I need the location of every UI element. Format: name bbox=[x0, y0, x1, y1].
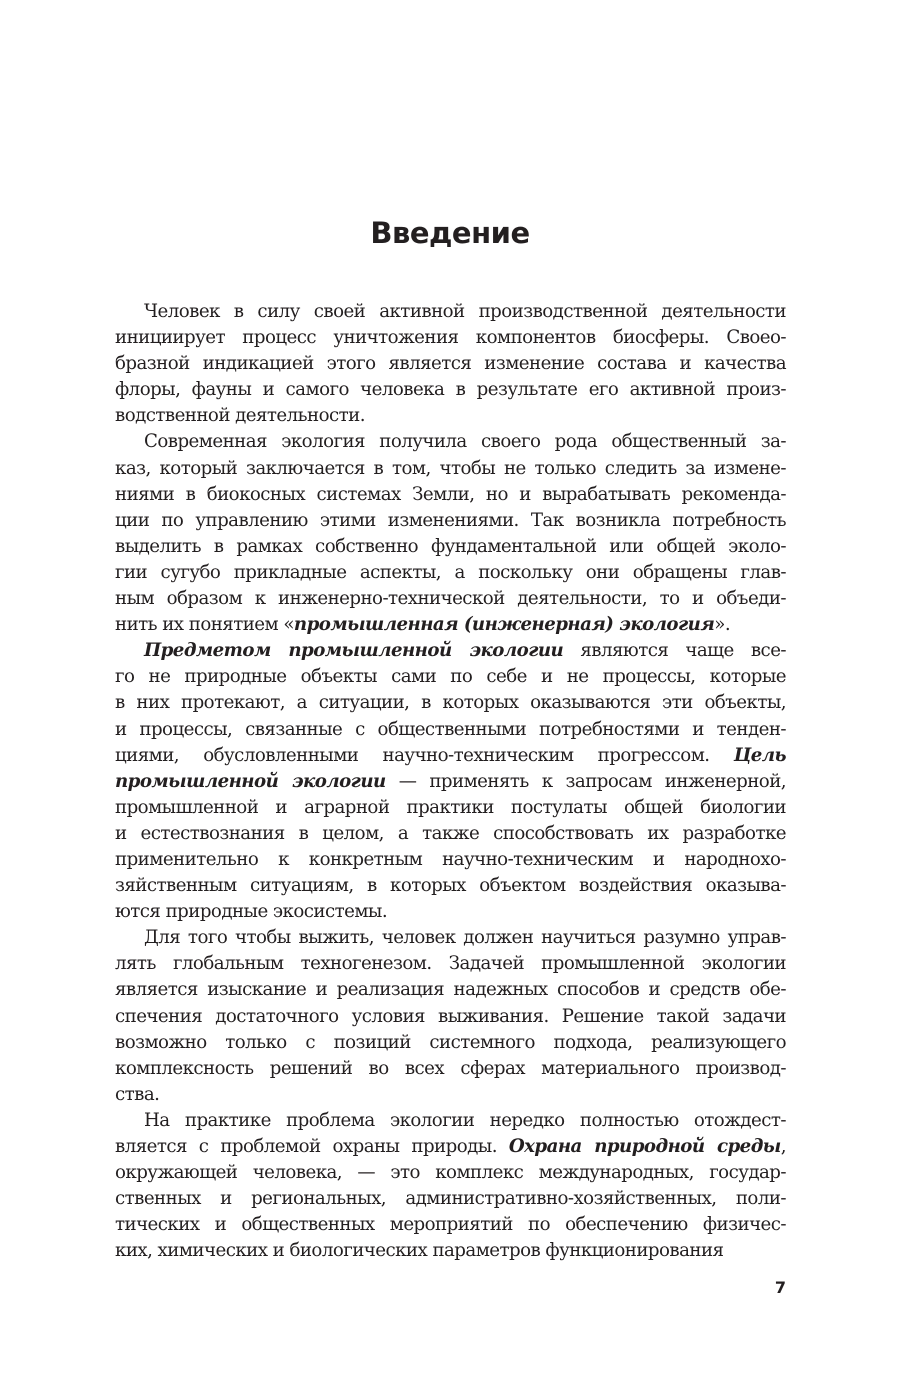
text-line bbox=[115, 743, 786, 769]
text-line bbox=[115, 690, 786, 716]
text-segment: лять глобальным техногенезом. Задачей промышленной экологии bbox=[115, 953, 786, 975]
text-line bbox=[115, 664, 786, 690]
emphasized-term: Предметом промышленной экологии bbox=[144, 640, 564, 662]
page-number: 7 bbox=[774, 1278, 786, 1297]
text-segment: нить их понятием « bbox=[115, 614, 294, 636]
text-line bbox=[115, 899, 786, 925]
text-line bbox=[115, 1160, 786, 1186]
text-segment: Человек в силу своей активной производственной деятельности bbox=[144, 301, 786, 322]
text-segment: тических и общественных мероприятий по обеспечению физичес- bbox=[115, 1214, 786, 1236]
text-line bbox=[115, 534, 786, 560]
text-segment: промышленной и аграрной практики постулаты общей биологии bbox=[115, 796, 786, 818]
text-line bbox=[115, 873, 786, 899]
text-line bbox=[115, 403, 786, 429]
text-segment: является изыскание и реализация надежных способов и средств обе- bbox=[115, 979, 786, 1001]
text-segment: , bbox=[780, 1136, 786, 1157]
text-line bbox=[115, 586, 786, 612]
text-segment: в них протекают, а ситуации, в которых оказываются эти объекты, bbox=[115, 692, 786, 714]
text-line bbox=[115, 638, 786, 664]
emphasized-term: промышленной экологии bbox=[115, 770, 386, 792]
text-line bbox=[115, 1238, 786, 1264]
text-segment: гии сугубо прикладные аспекты, а поскольку они обращены глав- bbox=[115, 561, 786, 583]
text-segment: инициирует процесс уничтожения компонентов биосферы. Своео- bbox=[115, 327, 786, 349]
text-line bbox=[115, 377, 786, 403]
paragraph bbox=[115, 429, 786, 638]
text-line bbox=[115, 1212, 786, 1238]
paragraph bbox=[115, 925, 786, 1108]
text-line bbox=[115, 821, 786, 847]
text-line bbox=[115, 847, 786, 873]
text-segment: зяйственным ситуациям, в которых объектом воздействия оказыва- bbox=[115, 875, 786, 897]
text-segment: ции по управлению этими изменениями. Так возникла потребность bbox=[115, 509, 786, 531]
text-segment: флоры, фауны и самого человека в результате его активной произ- bbox=[115, 379, 786, 401]
emphasized-term: Цель bbox=[733, 744, 786, 766]
text-line bbox=[115, 351, 786, 377]
text-segment: выделить в рамках собственно фундаментальной или общей эколо- bbox=[115, 535, 786, 557]
text-segment: ства. bbox=[115, 1083, 160, 1105]
text-segment: циями, обусловленными научно-техническим прогрессом. bbox=[115, 744, 734, 766]
text-line bbox=[115, 1186, 786, 1212]
text-line bbox=[115, 482, 786, 508]
text-line bbox=[115, 560, 786, 586]
text-segment: вляется с проблемой охраны природы. bbox=[115, 1136, 509, 1157]
text-line bbox=[115, 299, 786, 325]
chapter-heading: Введение bbox=[370, 216, 530, 250]
text-line bbox=[115, 1056, 786, 1082]
text-segment: ются природные экосистемы. bbox=[115, 901, 388, 923]
text-line bbox=[115, 456, 786, 482]
text-line bbox=[115, 977, 786, 1003]
text-segment: каз, который заключается в том, чтобы не только следить за измене- bbox=[115, 457, 786, 479]
text-line bbox=[115, 1030, 786, 1056]
text-segment: ». bbox=[714, 614, 731, 636]
text-line bbox=[115, 951, 786, 977]
text-segment: применительно к конкретным научно-техническим и народнохо- bbox=[115, 848, 786, 870]
text-segment: спечения достаточного условия выживания. Решение такой задачи bbox=[115, 1005, 786, 1027]
text-line bbox=[115, 1082, 786, 1108]
emphasized-term: Охрана природной среды bbox=[508, 1136, 781, 1157]
text-line bbox=[115, 429, 786, 455]
paragraph bbox=[115, 638, 786, 925]
text-line bbox=[115, 612, 786, 638]
text-segment: водственной деятельности. bbox=[115, 405, 365, 427]
text-line bbox=[115, 769, 786, 795]
text-line bbox=[115, 717, 786, 743]
text-segment: го не природные объекты сами по себе и не процессы, которые bbox=[115, 666, 786, 688]
paragraph bbox=[115, 1108, 786, 1265]
emphasized-term: промышленная (инженерная) экология bbox=[293, 614, 715, 636]
text-segment: являются чаще все- bbox=[563, 640, 786, 662]
text-segment: ких, химических и биологических параметров функционирования bbox=[115, 1240, 724, 1262]
text-line bbox=[115, 1134, 786, 1160]
text-segment: На практике проблема экологии нередко полностью отождест- bbox=[144, 1109, 786, 1131]
text-line bbox=[115, 1004, 786, 1030]
text-segment: Для того чтобы выжить, человек должен научиться разумно управ- bbox=[144, 927, 786, 949]
text-line bbox=[115, 325, 786, 351]
text-segment: ниями в биокосных системах Земли, но и вырабатывать рекоменда- bbox=[115, 483, 786, 505]
text-segment: бразной индикацией этого является изменение состава и качества bbox=[115, 353, 786, 375]
body-text bbox=[115, 299, 786, 1264]
text-line bbox=[115, 925, 786, 951]
paragraph bbox=[115, 299, 786, 429]
text-line bbox=[115, 795, 786, 821]
text-segment: окружающей человека, — это комплекс международных, государ- bbox=[115, 1162, 786, 1184]
text-segment: ственных и региональных, административно-хозяйственных, поли- bbox=[115, 1188, 786, 1210]
text-line bbox=[115, 508, 786, 534]
text-segment: ным образом к инженерно-технической деятельности, то и объеди- bbox=[115, 588, 786, 610]
text-segment: — применять к запросам инженерной, bbox=[385, 770, 786, 792]
text-segment: Современная экология получила своего рода общественный за- bbox=[144, 431, 786, 453]
text-segment: и естествознания в целом, а также способствовать их разработке bbox=[115, 822, 786, 844]
text-segment: и процессы, связанные с общественными потребностями и тенден- bbox=[115, 718, 786, 740]
text-segment: комплексность решений во всех сферах материального производ- bbox=[115, 1057, 786, 1079]
text-segment: возможно только с позиций системного подхода, реализующего bbox=[115, 1031, 786, 1053]
text-line bbox=[115, 1108, 786, 1134]
